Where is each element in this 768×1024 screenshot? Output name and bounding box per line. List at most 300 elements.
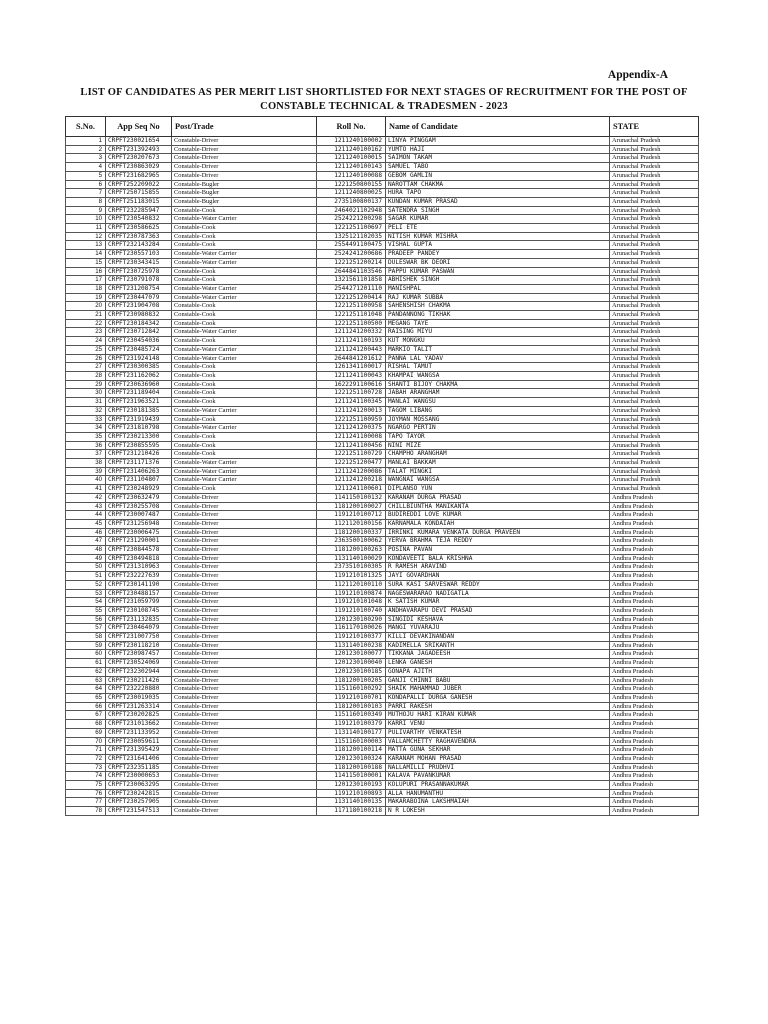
cell-state: Andhra Pradesh <box>610 624 699 633</box>
cell-candidate-name: JOYMAN MOSSANG <box>386 415 610 424</box>
cell-candidate-name: MAKARABOINA LAKSHMAIAH <box>386 798 610 807</box>
cell-app-seq: CRPFT230557103 <box>106 250 172 259</box>
cell-state: Andhra Pradesh <box>610 737 699 746</box>
cell-state: Arunachal Pradesh <box>610 293 699 302</box>
cell-post-trade: Constable-Driver <box>172 580 317 589</box>
cell-sno: 28 <box>66 371 106 380</box>
cell-roll-no: 1321561101858 <box>317 276 386 285</box>
cell-roll-no: 1211241100345 <box>317 398 386 407</box>
cell-candidate-name: MANLAI WANGSU <box>386 398 610 407</box>
cell-candidate-name: KONDAPALLI DURGA GANESH <box>386 694 610 703</box>
cell-app-seq: CRPFT230007487 <box>106 511 172 520</box>
cell-state: Arunachal Pradesh <box>610 197 699 206</box>
cell-candidate-name: WANGNAI WANGSA <box>386 476 610 485</box>
table-row <box>66 459 699 468</box>
table-row <box>66 641 699 650</box>
cell-state: Arunachal Pradesh <box>610 485 699 494</box>
cell-candidate-name: TIKKANA JAGADEESH <box>386 650 610 659</box>
table-row <box>66 450 699 459</box>
cell-app-seq: CRPFT230242815 <box>106 789 172 798</box>
cell-app-seq: CRPFT231395429 <box>106 746 172 755</box>
cell-post-trade: Constable-Water Carrier <box>172 328 317 337</box>
table-row <box>66 807 699 816</box>
cell-post-trade: Constable-Cook <box>172 302 317 311</box>
table-row <box>66 215 699 224</box>
cell-roll-no: 2544271201110 <box>317 284 386 293</box>
cell-post-trade: Constable-Cook <box>172 389 317 398</box>
cell-post-trade: Constable-Driver <box>172 772 317 781</box>
cell-candidate-name: SHAIK MAHAMMAD JUBER <box>386 685 610 694</box>
cell-sno: 69 <box>66 728 106 737</box>
table-row <box>66 633 699 642</box>
cell-sno: 9 <box>66 206 106 215</box>
cell-roll-no: 2644841201612 <box>317 354 386 363</box>
cell-app-seq: CRPFT230494818 <box>106 554 172 563</box>
cell-roll-no: 1121120100156 <box>317 519 386 528</box>
cell-roll-no: 1221251200414 <box>317 293 386 302</box>
cell-state: Andhra Pradesh <box>610 781 699 790</box>
cell-app-seq: CRPFT231104807 <box>106 476 172 485</box>
appendix-label: Appendix-A <box>607 69 668 81</box>
cell-post-trade: Constable-Water Carrier <box>172 284 317 293</box>
table-row <box>66 406 699 415</box>
cell-post-trade: Constable-Driver <box>172 781 317 790</box>
header-post-trade: Post/Trade <box>172 117 317 137</box>
table-row <box>66 580 699 589</box>
cell-app-seq: CRPFT230019035 <box>106 694 172 703</box>
cell-sno: 38 <box>66 459 106 468</box>
cell-candidate-name: K SATISH KUMAR <box>386 598 610 607</box>
cell-candidate-name: MANLAI BAKKAM <box>386 459 610 468</box>
cell-candidate-name: TALAT MINGKI <box>386 467 610 476</box>
cell-candidate-name: ALLA HANUMANTHU <box>386 789 610 798</box>
cell-state: Arunachal Pradesh <box>610 241 699 250</box>
cell-app-seq: CRPFT231547513 <box>106 807 172 816</box>
cell-sno: 27 <box>66 363 106 372</box>
cell-post-trade: Constable-Water Carrier <box>172 459 317 468</box>
cell-state: Arunachal Pradesh <box>610 441 699 450</box>
cell-state: Arunachal Pradesh <box>610 380 699 389</box>
table-row <box>66 319 699 328</box>
table-row <box>66 398 699 407</box>
table-row <box>66 441 699 450</box>
cell-sno: 64 <box>66 685 106 694</box>
cell-post-trade: Constable-Water Carrier <box>172 215 317 224</box>
cell-post-trade: Constable-Driver <box>172 606 317 615</box>
cell-post-trade: Constable-Driver <box>172 720 317 729</box>
table-row <box>66 676 699 685</box>
table-row <box>66 337 699 346</box>
cell-state: Arunachal Pradesh <box>610 354 699 363</box>
cell-post-trade: Constable-Driver <box>172 546 317 555</box>
cell-sno: 21 <box>66 311 106 320</box>
header-name: Name of Candidate <box>386 117 610 137</box>
cell-post-trade: Constable-Driver <box>172 519 317 528</box>
cell-sno: 47 <box>66 537 106 546</box>
cell-post-trade: Constable-Water Carrier <box>172 345 317 354</box>
cell-state: Andhra Pradesh <box>610 702 699 711</box>
cell-state: Arunachal Pradesh <box>610 311 699 320</box>
cell-state: Arunachal Pradesh <box>610 389 699 398</box>
cell-candidate-name: SAHENSHISH CHAKMA <box>386 302 610 311</box>
cell-roll-no: 1181200100027 <box>317 502 386 511</box>
cell-app-seq: CRPFT232143284 <box>106 241 172 250</box>
cell-roll-no: 1191210100893 <box>317 789 386 798</box>
cell-state: Arunachal Pradesh <box>610 406 699 415</box>
table-row <box>66 789 699 798</box>
cell-sno: 35 <box>66 432 106 441</box>
cell-sno: 77 <box>66 798 106 807</box>
cell-candidate-name: KARANAM DURGA PRASAD <box>386 493 610 502</box>
cell-post-trade: Constable-Cook <box>172 415 317 424</box>
cell-sno: 48 <box>66 546 106 555</box>
cell-roll-no: 2554491100475 <box>317 241 386 250</box>
cell-state: Andhra Pradesh <box>610 711 699 720</box>
cell-state: Andhra Pradesh <box>610 615 699 624</box>
cell-state: Arunachal Pradesh <box>610 232 699 241</box>
cell-candidate-name: YERVA BRAHMA TEJA REDDY <box>386 537 610 546</box>
cell-app-seq: CRPFT231256948 <box>106 519 172 528</box>
cell-state: Andhra Pradesh <box>610 572 699 581</box>
cell-roll-no: 1191210100712 <box>317 511 386 520</box>
cell-state: Andhra Pradesh <box>610 746 699 755</box>
table-row <box>66 528 699 537</box>
cell-candidate-name: SATENDRA SINGH <box>386 206 610 215</box>
cell-roll-no: 1211240100015 <box>317 154 386 163</box>
cell-post-trade: Constable-Water Carrier <box>172 424 317 433</box>
table-row <box>66 189 699 198</box>
table-row <box>66 241 699 250</box>
cell-app-seq: CRPFT251183015 <box>106 197 172 206</box>
table-row <box>66 224 699 233</box>
table-row <box>66 519 699 528</box>
cell-app-seq: CRPFT231310963 <box>106 563 172 572</box>
table-row <box>66 615 699 624</box>
cell-candidate-name: NINI MIZE <box>386 441 610 450</box>
cell-state: Andhra Pradesh <box>610 720 699 729</box>
table-row <box>66 371 699 380</box>
cell-app-seq: CRPFT230632479 <box>106 493 172 502</box>
cell-candidate-name: NAROTTAM CHAKMA <box>386 180 610 189</box>
cell-app-seq: CRPFT230184342 <box>106 319 172 328</box>
cell-candidate-name: SURA KASI SARVESWAR REDDY <box>386 580 610 589</box>
cell-app-seq: CRPFT230202825 <box>106 711 172 720</box>
cell-state: Arunachal Pradesh <box>610 206 699 215</box>
cell-app-seq: CRPFT230207673 <box>106 154 172 163</box>
table-row <box>66 598 699 607</box>
cell-post-trade: Constable-Driver <box>172 667 317 676</box>
cell-sno: 4 <box>66 163 106 172</box>
cell-post-trade: Constable-Driver <box>172 154 317 163</box>
cell-sno: 56 <box>66 615 106 624</box>
cell-roll-no: 1221251101048 <box>317 311 386 320</box>
cell-post-trade: Constable-Water Carrier <box>172 467 317 476</box>
cell-app-seq: CRPFT231919439 <box>106 415 172 424</box>
cell-roll-no: 1221251100728 <box>317 389 386 398</box>
cell-app-seq: CRPFT230454036 <box>106 337 172 346</box>
cell-state: Andhra Pradesh <box>610 772 699 781</box>
cell-app-seq: CRPFT230524069 <box>106 659 172 668</box>
cell-post-trade: Constable-Bugler <box>172 189 317 198</box>
title-line-1: LIST OF CANDIDATES AS PER MERIT LIST SHORTLISTED FOR NEXT STAGES OF RECRUITMENT FOR THE POST OF <box>80 87 688 98</box>
cell-app-seq: CRPFT230787363 <box>106 232 172 241</box>
table-row <box>66 180 699 189</box>
cell-app-seq: CRPFT230855595 <box>106 441 172 450</box>
cell-candidate-name: PANNA LAL YADAV <box>386 354 610 363</box>
table-row <box>66 754 699 763</box>
cell-sno: 37 <box>66 450 106 459</box>
cell-candidate-name: SAIMON TAKAM <box>386 154 610 163</box>
cell-sno: 43 <box>66 502 106 511</box>
cell-candidate-name: KUNDAN KUMAR PRASAD <box>386 197 610 206</box>
cell-app-seq: CRPFT231189404 <box>106 389 172 398</box>
cell-state: Arunachal Pradesh <box>610 224 699 233</box>
cell-sno: 39 <box>66 467 106 476</box>
cell-sno: 44 <box>66 511 106 520</box>
cell-roll-no: 1211241200218 <box>317 476 386 485</box>
cell-roll-no: 1151160100292 <box>317 685 386 694</box>
cell-sno: 67 <box>66 711 106 720</box>
cell-roll-no: 1181200100263 <box>317 546 386 555</box>
table-row <box>66 493 699 502</box>
cell-state: Arunachal Pradesh <box>610 450 699 459</box>
cell-app-seq: CRPFT232285947 <box>106 206 172 215</box>
cell-post-trade: Constable-Driver <box>172 641 317 650</box>
cell-roll-no: 1211241100601 <box>317 485 386 494</box>
cell-sno: 40 <box>66 476 106 485</box>
cell-candidate-name: PULIVARTHY VENKATESH <box>386 728 610 737</box>
cell-candidate-name: SAMUEL TABO <box>386 163 610 172</box>
table-row <box>66 302 699 311</box>
table-row <box>66 354 699 363</box>
cell-app-seq: CRPFT230488157 <box>106 589 172 598</box>
cell-candidate-name: NGARGO PERTIN <box>386 424 610 433</box>
cell-app-seq: CRPFT230343415 <box>106 258 172 267</box>
cell-state: Arunachal Pradesh <box>610 163 699 172</box>
cell-sno: 36 <box>66 441 106 450</box>
cell-app-seq: CRPFT230712842 <box>106 328 172 337</box>
table-row <box>66 572 699 581</box>
cell-roll-no: 1221251100729 <box>317 450 386 459</box>
cell-sno: 31 <box>66 398 106 407</box>
cell-state: Andhra Pradesh <box>610 685 699 694</box>
cell-sno: 14 <box>66 250 106 259</box>
cell-app-seq: CRPFT230791078 <box>106 276 172 285</box>
cell-candidate-name: KILLI DEVAKINANDAN <box>386 633 610 642</box>
cell-candidate-name: NAGESWARARAO NADIGATLA <box>386 589 610 598</box>
cell-state: Andhra Pradesh <box>610 667 699 676</box>
cell-post-trade: Constable-Driver <box>172 589 317 598</box>
cell-candidate-name: MARKIO TALIT <box>386 345 610 354</box>
cell-candidate-name: RAJ KUMAR SUBBA <box>386 293 610 302</box>
cell-roll-no: 1211241200375 <box>317 424 386 433</box>
cell-post-trade: Constable-Driver <box>172 754 317 763</box>
cell-candidate-name: KUT MONGKU <box>386 337 610 346</box>
cell-app-seq: CRPFT231406263 <box>106 467 172 476</box>
cell-post-trade: Constable-Driver <box>172 676 317 685</box>
cell-sno: 41 <box>66 485 106 494</box>
cell-state: Arunachal Pradesh <box>610 145 699 154</box>
cell-app-seq: CRPFT230725978 <box>106 267 172 276</box>
cell-post-trade: Constable-Cook <box>172 241 317 250</box>
cell-sno: 62 <box>66 667 106 676</box>
cell-sno: 25 <box>66 345 106 354</box>
cell-app-seq: CRPFT231132835 <box>106 615 172 624</box>
cell-sno: 11 <box>66 224 106 233</box>
cell-state: Arunachal Pradesh <box>610 371 699 380</box>
cell-sno: 7 <box>66 189 106 198</box>
cell-sno: 19 <box>66 293 106 302</box>
table-row <box>66 363 699 372</box>
cell-state: Andhra Pradesh <box>610 563 699 572</box>
cell-roll-no: 1211240800025 <box>317 189 386 198</box>
cell-state: Andhra Pradesh <box>610 554 699 563</box>
header-state: STATE <box>610 117 699 137</box>
cell-state: Andhra Pradesh <box>610 789 699 798</box>
table-row <box>66 171 699 180</box>
cell-post-trade: Constable-Water Carrier <box>172 293 317 302</box>
cell-roll-no: 1211241100043 <box>317 371 386 380</box>
cell-app-seq: CRPFT230021654 <box>106 137 172 146</box>
cell-roll-no: 1211240100143 <box>317 163 386 172</box>
table-row <box>66 389 699 398</box>
cell-post-trade: Constable-Cook <box>172 441 317 450</box>
cell-roll-no: 1191210101325 <box>317 572 386 581</box>
cell-roll-no: 2644841103546 <box>317 267 386 276</box>
header-sno: S.No. <box>66 117 106 137</box>
cell-post-trade: Constable-Driver <box>172 502 317 511</box>
cell-app-seq: CRPFT230540832 <box>106 215 172 224</box>
cell-app-seq: CRPFT230987457 <box>106 650 172 659</box>
table-row <box>66 467 699 476</box>
cell-candidate-name: KHAMPAI WANGSA <box>386 371 610 380</box>
cell-sno: 10 <box>66 215 106 224</box>
table-row <box>66 659 699 668</box>
cell-candidate-name: TAPO TAYOR <box>386 432 610 441</box>
cell-sno: 72 <box>66 754 106 763</box>
cell-app-seq: CRPFT232220880 <box>106 685 172 694</box>
cell-candidate-name: VALLAMCHETTY RAGHAVENDRA <box>386 737 610 746</box>
table-row <box>66 746 699 755</box>
cell-sno: 16 <box>66 267 106 276</box>
cell-roll-no: 1221251100500 <box>317 319 386 328</box>
cell-state: Arunachal Pradesh <box>610 258 699 267</box>
cell-candidate-name: JAYI GOVARDHAN <box>386 572 610 581</box>
cell-post-trade: Constable-Driver <box>172 728 317 737</box>
cell-roll-no: 2464021102948 <box>317 206 386 215</box>
cell-sno: 8 <box>66 197 106 206</box>
cell-state: Andhra Pradesh <box>610 528 699 537</box>
cell-roll-no: 1151160100349 <box>317 711 386 720</box>
cell-roll-no: 1191210100740 <box>317 606 386 615</box>
table-row <box>66 781 699 790</box>
cell-candidate-name: JABAH ARANGHAM <box>386 389 610 398</box>
cell-roll-no: 1221251200477 <box>317 459 386 468</box>
cell-app-seq: CRPFT231963521 <box>106 398 172 407</box>
cell-candidate-name: R RAMESH ARAVIND <box>386 563 610 572</box>
cell-candidate-name: GEBOM GAMLIN <box>386 171 610 180</box>
cell-app-seq: CRPFT230300385 <box>106 363 172 372</box>
cell-candidate-name: NALLAMILLI PRUDHVI <box>386 763 610 772</box>
cell-app-seq: CRPFT230447079 <box>106 293 172 302</box>
cell-post-trade: Constable-Driver <box>172 711 317 720</box>
cell-roll-no: 1181200100188 <box>317 763 386 772</box>
cell-candidate-name: SINGIDI KESHAVA <box>386 615 610 624</box>
cell-roll-no: 1131140100238 <box>317 641 386 650</box>
cell-sno: 70 <box>66 737 106 746</box>
cell-candidate-name: DIPLANSO YUN <box>386 485 610 494</box>
cell-post-trade: Constable-Cook <box>172 206 317 215</box>
cell-roll-no: 1201230100324 <box>317 754 386 763</box>
cell-roll-no: 1211240100162 <box>317 145 386 154</box>
cell-post-trade: Constable-Driver <box>172 659 317 668</box>
cell-app-seq: CRPFT252209022 <box>106 180 172 189</box>
cell-sno: 61 <box>66 659 106 668</box>
cell-candidate-name: PELI ETE <box>386 224 610 233</box>
cell-app-seq: CRPFT232302944 <box>106 667 172 676</box>
cell-state: Arunachal Pradesh <box>610 180 699 189</box>
cell-candidate-name: MEGANG TAYE <box>386 319 610 328</box>
cell-post-trade: Constable-Driver <box>172 737 317 746</box>
cell-app-seq: CRPFT230181385 <box>106 406 172 415</box>
cell-app-seq: CRPFT231904708 <box>106 302 172 311</box>
cell-candidate-name: SAGAR KUMAR <box>386 215 610 224</box>
cell-state: Arunachal Pradesh <box>610 154 699 163</box>
cell-sno: 53 <box>66 589 106 598</box>
cell-app-seq: CRPFT231013662 <box>106 720 172 729</box>
cell-roll-no: 1221250800155 <box>317 180 386 189</box>
cell-post-trade: Constable-Cook <box>172 276 317 285</box>
cell-sno: 66 <box>66 702 106 711</box>
table-row <box>66 432 699 441</box>
cell-sno: 78 <box>66 807 106 816</box>
cell-app-seq: CRPFT230255708 <box>106 502 172 511</box>
cell-state: Andhra Pradesh <box>610 606 699 615</box>
cell-post-trade: Constable-Cook <box>172 371 317 380</box>
cell-post-trade: Constable-Driver <box>172 137 317 146</box>
cell-app-seq: CRPFT231007750 <box>106 633 172 642</box>
cell-candidate-name: KOLUPURI PRASANNAKUMAR <box>386 781 610 790</box>
cell-roll-no: 1151160100003 <box>317 737 386 746</box>
table-row <box>66 763 699 772</box>
table-row <box>66 650 699 659</box>
cell-sno: 2 <box>66 145 106 154</box>
cell-app-seq: CRPFT230213300 <box>106 432 172 441</box>
cell-state: Arunachal Pradesh <box>610 189 699 198</box>
cell-state: Andhra Pradesh <box>610 502 699 511</box>
cell-state: Arunachal Pradesh <box>610 424 699 433</box>
cell-state: Arunachal Pradesh <box>610 398 699 407</box>
cell-sno: 33 <box>66 415 106 424</box>
cell-state: Andhra Pradesh <box>610 511 699 520</box>
cell-app-seq: CRPFT231171376 <box>106 459 172 468</box>
cell-roll-no: 1201230100040 <box>317 659 386 668</box>
cell-post-trade: Constable-Driver <box>172 702 317 711</box>
cell-candidate-name: N R LOKESH <box>386 807 610 816</box>
cell-sno: 49 <box>66 554 106 563</box>
cell-sno: 63 <box>66 676 106 685</box>
cell-state: Andhra Pradesh <box>610 580 699 589</box>
cell-app-seq: CRPFT230636960 <box>106 380 172 389</box>
cell-app-seq: CRPFT250715855 <box>106 189 172 198</box>
cell-post-trade: Constable-Cook <box>172 311 317 320</box>
cell-state: Andhra Pradesh <box>610 694 699 703</box>
table-row <box>66 284 699 293</box>
cell-roll-no: 1191210100377 <box>317 633 386 642</box>
cell-post-trade: Constable-Driver <box>172 763 317 772</box>
cell-app-seq: CRPFT230464079 <box>106 624 172 633</box>
cell-post-trade: Constable-Water Carrier <box>172 406 317 415</box>
